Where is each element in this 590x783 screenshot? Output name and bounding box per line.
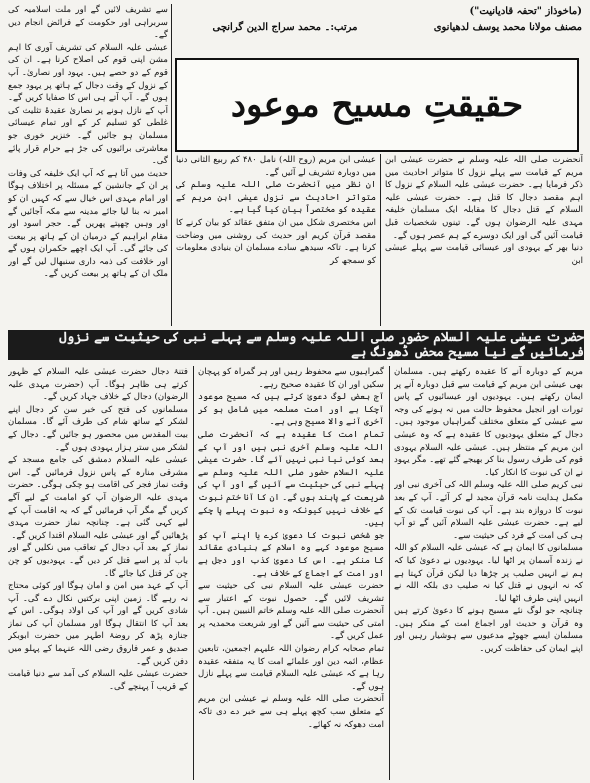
paragraph: جو شخص نبوت کا دعویٰ کرے یا اپنے آپ کو مسیح موعود کہے وہ اسلام کے بنیادی عقائد کا منکر ہے۔ اس کا دعویٰ کذب اور دجل ہے اور امت کے اجماع کے خلاف ہے۔: [198, 530, 384, 579]
top-middle-column: [176, 154, 376, 326]
column-divider: [380, 154, 381, 326]
headline-banner: [8, 330, 584, 360]
paragraph: آج بعض لوگ دعویٰ کرتے ہیں کہ مسیح موعود آچکا ہے اور امت مسلمہ میں شامل ہو کر آخری آنے والا مسیح وہی ہے۔: [198, 392, 384, 428]
paragraph: حدیث میں آتا ہے کہ آپ ایک خلیفہ کی وفات پر ان کے جانشین کے مسئلہ پر اختلاف ہوگا اور امام مہدی اس خیال سے کہ کہیں ان کو امیر نہ بنا لیا جائے مدینہ سے مکہ آجائیں گے اور وہیں چھپتے پھریں گے۔ حجر اسود اور مقام ابراہیم کے درمیان ان کے ہاتھ پر بیعت کی جائے گی۔ آپ ایک اچھے حکمران ہوں گے اور خلافت کی ذمہ داری سنبھال لیں گے اور ملک ان کے ہاتھ پر بیعت کریں گے۔: [8, 168, 168, 280]
paragraph: سے تشریف لائیں گے اور ملت اسلامیہ کی سربراہی اور حکومت کے فرائض انجام دیں گے۔: [8, 5, 168, 41]
paragraph: فتنۂ دجال حضرت عیسٰی علیہ السلام کے ظہور کرتے ہی ظاہر ہوگا۔ آپ (حضرت مہدی علیہ الرضوان) دجال کے خلاف جہاد کریں گے۔: [8, 367, 188, 403]
paragraph: ان نظر میں آنحضرت صلی اللہ علیہ وسلم کی متواتر احادیث سے نزول عیسٰی ابن مریم کے عقیدہ کو مختصراً بیان کیا گیا ہے۔: [176, 180, 376, 216]
column-divider: [389, 366, 390, 780]
paragraph: مسلمانوں کا ایمان ہے کہ عیسٰی علیہ السلام کو اللہ نے زندہ آسمان پر اٹھا لیا۔ یہودیوں نے دعویٰ کیا کہ ہم نے انہیں صلیب پر چڑھا دیا لیکن قرآن کہتا ہے کہ نہ انہوں نے قتل کیا نہ صلیب دی بلکہ اللہ نے انہیں اپنی طرف اٹھا لیا۔: [394, 543, 583, 604]
paragraph: تمام امت کا عقیدہ ہے کہ آنحضرت صلی اللہ علیہ وسلم آخری نبی ہیں اور آپ کے بعد کوئی نیا نبی نہیں آئے گا۔ حضرت عیسٰی علیہ السلام حضور صلی اللہ علیہ وسلم سے پہلے نبی کی حیثیت سے آئیں گے اور آپ کی شریعت کے پابند ہوں گے۔ ان کا آنا ختم نبوت کے خلاف نہیں کیونکہ وہ نبوت پہلے پا چکے ہیں۔: [198, 429, 384, 529]
column-divider: [171, 4, 172, 326]
paragraph: چنانچہ جو لوگ نئے مسیح ہونے کا دعویٰ کرتے ہیں وہ قرآن و حدیث اور اجماع امت کے منکر ہیں۔ مسلمان ایسے جھوٹے مدعیوں سے ہوشیار رہیں اور اپنے ایمان کی حفاظت کریں۔: [394, 606, 583, 655]
top-left-column: [8, 4, 168, 326]
column-divider: [193, 366, 194, 780]
source-book: (ماخوذاز "تحفہ قادیانیت"): [469, 6, 582, 17]
banner-text: حضرت عیسٰی علیہ السلام حضور صلی اللہ علیہ وسلم سے پہلے نبی کی حیثیت سے نزول فرمائیں گے نیا مسیح محض ڈھونگ ہے: [59, 330, 584, 360]
author-line: مصنف مولانا محمد یوسف لدھیانوی: [433, 22, 582, 33]
paragraph: دنیا بھر کے یہودی اور عیسائی قیامت سے پہلے عیسٰی ابن: [385, 243, 583, 266]
paragraph: آنحضرت صلی اللہ علیہ وسلم نے عیسٰی ابن مریم کے متعلق سب کچھ پہلے ہی سے خبر دے دی تاکہ امت دھوکہ نہ کھائے۔: [198, 694, 384, 730]
paragraph: مسلمانوں کی فتح کی خبر سن کر دجال اپنے لشکر کے ساتھ شام کی طرف آئے گا۔ مسلمان بیت المقدس میں محصور ہو جائیں گے۔ دجال کے لشکر میں ستر ہزار یہودی ہوں گے۔: [8, 404, 188, 453]
paragraph: عیسٰی ابن مریم (روح اللہ) نامل ۴۸۰ کم ربیع الثانی دنیا میں دوبارہ تشریف لے آئیں گے۔: [176, 155, 376, 178]
bottom-right-column: [394, 366, 583, 780]
paragraph: آنحضرت صلی اللہ علیہ وسلم نے حضرت عیسٰی ابن مریم کے قیامت سے پہلے نزول کا متواتر احادیث میں ذکر فرمایا ہے۔ حضرت عیسٰی علیہ السلام کے نزول کا اہم مقصد دجال کا قتل ہے۔ حضرت عیسٰی علیہ السلام کے قتل دجال کا مقابلہ ایک مسلمان خلیفہ مہدی علیہ الرضوان ہوں گے۔ تینوں شخصیات قبل قیامت آئیں گی اور ایک دوسرے کے ہم عصر ہوں گے۔: [385, 155, 583, 241]
paragraph: نبی کریم صلی اللہ علیہ وسلم اللہ کی آخری نبی اور مکمل ہدایت نامہ قرآن مجید لے کر آئے۔ آپ کے بعد نبوت کا دروازہ بند ہے۔ آپ کی نبوت قیامت تک کے لیے ہے۔ حضرت عیسٰی علیہ السلام آئیں گے تو آپ ہی کی امت کے فرد کی حیثیت سے۔: [394, 480, 583, 541]
paragraph: مریم کے دوبارہ آنے کا عقیدہ رکھتے ہیں۔ مسلمان بھی عیسٰی ابن مریم کے قیامت سے قبل دوبارہ آنے پر ایمان رکھتے ہیں۔ یہودیوں اور عیسائیوں کے پاس تورات اور انجیل محفوظ حالت میں نہ ہونے کی وجہ سے عیسٰی کے متعلق مختلف گمراہیاں موجود ہیں۔ دجال کے متعلق یہودیوں کا عقیدہ ہے کہ وہ عیسٰی ابن مریم کے منتظر ہیں۔ عیسٰی علیہ السلام یہودی قوم کی طرف رسول بنا کر بھیجے گئے تھے۔ مگر یہود نے ان کی نبوت کا انکار کیا۔: [394, 367, 583, 478]
source-attribution: [382, 4, 582, 36]
paragraph: حضرت عیسٰی علیہ السلام نبی کی حیثیت سے تشریف لائیں گے۔ حصول نبوت کے اعتبار سے آنحضرت صلی اللہ علیہ وسلم خاتم النبیین ہیں۔ آپ امتی کی حیثیت سے آئیں گے اور شریعت محمدیہ پر عمل کریں گے۔: [198, 581, 384, 642]
top-right-column: [385, 154, 583, 326]
paragraph: تمام صحابہ کرام رضوان اللہ علیہم اجمعین، تابعین عظام، ائمہ دین اور علمائے امت کا یہ متفقہ عقیدہ رہا ہے کہ عیسٰی علیہ السلام قیامت سے پہلے نازل ہوں گے۔: [198, 644, 384, 692]
title-box: [175, 58, 579, 152]
paragraph: اس مختصری شکل میں ان متفق عقائد کو بیان کرنے کا مقصد قرآن کریم اور حدیث کی روشنی میں وضاحت کرنا ہے۔ تاکہ سیدھے سادے مسلمان ان بنیادی معلومات کو سمجھ کر: [176, 217, 376, 266]
paragraph: عیسٰی علیہ السلام دمشق کی جامع مسجد کے مشرقی منارہ کے پاس نزول فرمائیں گے۔ اس وقت نماز فجر کی اقامت ہو چکی ہوگی۔ حضرت مہدی علیہ الرضوان آپ کو امامت کے لیے آگے کریں گے مگر آپ فرمائیں گے کہ یہ اقامت آپ کے لیے کہی گئی ہے۔ چنانچہ نماز حضرت مہدی پڑھائیں گے اور عیسٰی علیہ السلام اقتدا کریں گے۔: [8, 455, 188, 541]
compiler-line: مرتب:۔ محمد سراج الدین گرانچی: [212, 22, 358, 33]
paragraph: آپ کے عہد میں امن و امان ہوگا اور کوئی محتاج نہ رہے گا۔ زمین اپنی برکتیں نکال دے گی۔ آپ شادی کریں گے اور آپ کی اولاد ہوگی۔ اس کے بعد آپ کا انتقال ہوگا اور مسلمان آپ کی نماز جنازہ پڑھ کر روضۂ اطہر میں حضرت ابوبکر صدیق و عمر فاروق رضی اللہ عنہما کے پہلو میں دفن کریں گے۔: [8, 581, 188, 667]
paragraph: نماز کے بعد آپ دجال کے تعاقب میں نکلیں گے اور باب لُد پر اسے قتل کر دیں گے۔ یہودیوں کو چن چن کر قتل کیا جائے گا۔: [8, 543, 188, 579]
paragraph: گمراہیوں سے محفوظ رہیں اور ہر گمراہ کو پہچان سکیں اور ان کا عقیدہ صحیح رہے۔: [198, 367, 384, 390]
article-title: حقیقتِ مسیح موعود: [230, 85, 524, 125]
paragraph: حضرت عیسٰی علیہ السلام کی آمد سے دنیا قیامت کے قریب آ پہنچے گی۔: [8, 669, 188, 692]
bottom-middle-column: [198, 366, 384, 780]
paragraph: عیسٰی علیہ السلام کی تشریف آوری کا اہم مشن اپنی قوم کی اصلاح کرنا ہے۔ ان کی قوم کے دو حصے ہیں۔ یہود اور نصاریٰ۔ آپ کے نزول کے وقت دجال کے ہاتھ پر یہود جمع ہوں گے۔ آپ آتے ہی اس کا صفایا کریں گے۔ آپ کے نازل ہونے پر نصاریٰ عقیدۂ تثلیث کی غلطی کو تسلیم کر کے اور تمام عیسائی مسلمان ہو جائیں گے۔ خنزیر خوری جو معاشرتی برائیوں کی جڑ ہے حرام قرار پائے گی۔: [8, 42, 168, 167]
bottom-left-column: [8, 366, 188, 780]
